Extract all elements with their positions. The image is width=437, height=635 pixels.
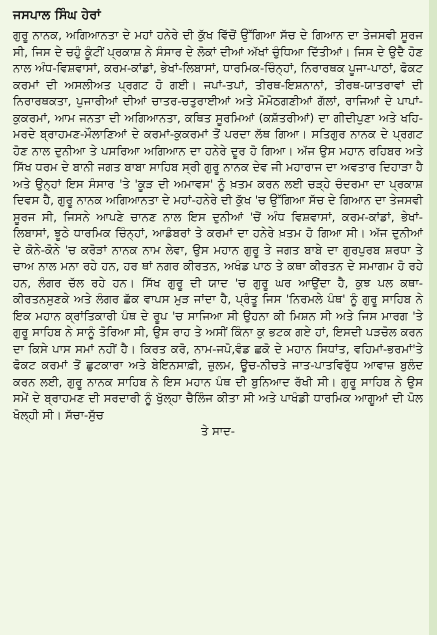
article-closing-line: ਤੇ ਸਾਦ- <box>200 424 235 438</box>
author-byline: ਜਸਪਾਲ ਸਿੰਘ ਹੇਰਾਂ <box>13 7 101 22</box>
page-edge-strip <box>429 0 437 635</box>
article-body <box>13 27 423 440</box>
article-paragraph: ਗੁਰੂ ਨਾਨਕ, ਅਗਿਆਨਤਾ ਦੇ ਮਹਾਂ ਹਨੇਰੇ ਦੀ ਕੁੱਖ ਵਿੱਚੋਂ ਉੱਗਿਆ ਸੱਚ ਦੇ ਗਿਆਨ ਦਾ ਤੇਜਸਵੀ ਸੂਰਜ ਸੀ, ਜਿਸ ਦੇ ਚਹੁੰ ਕੂੰਟੀਂ ਪ੍ਰਕਾਸ਼ ਨੇ ਸੰਸਾਰ ਦੇ ਲੋਕਾਂ ਦੀਆਂ ਅੱਖਾਂ ਚੁੰਧਿਆ ਦਿੱਤੀਆਂ। ਜਿਸ ਦੇ ਉਦੈ ਹੋਣ ਨਾਲ ਅੰਧ-ਵਿਸ਼ਵਾਸਾਂ, ਕਰਮ-ਕਾਂਡਾਂ, ਭੇਖਾਂ-ਲਿਬਾਸਾਂ, ਧਾਰਮਿਕ-ਚਿੰਨ੍ਹਾਂ, ਨਿਰਾਰਥਕ ਪੂਜਾ-ਪਾਠਾਂ, ਫੋਕਟ ਕਰਮਾਂ ਦੀ ਅਸਲੀਅਤ ਪ੍ਰਗਟ ਹੋ ਗਈ। ਜਪਾਂ-ਤਪਾਂ, ਤੀਰਥ-ਇਸ਼ਨਾਨਾਂ, ਤੀਰਥ-ਯਾਤਰਾਵਾਂ ਦੀ ਨਿਰਾਰਥਕਤਾ, ਪੁਜਾਰੀਆਂ ਦੀਆਂ ਚਾਤਰ-ਚਤੁਰਾਈਆਂ ਅਤੇ ਮੋਮੋਠਗਣੀਆਂ ਗੱਲਾਂ, ਰਾਜਿਆਂ ਦੇ ਪਾਪਾਂ-ਕੁਕਰਮਾਂ, ਆਮ ਜਨਤਾ ਦੀ ਅਗਿਆਨਤਾ, ਕਥਿਤ ਸੂਰਮਿਆਂ (ਕਸ਼ੱਤਰੀਆਂ) ਦਾ ਗੀਦੀਪੁਣਾ ਅਤੇ ਖਹਿ-ਮਰਦੇ ਬ੍ਰਾਹਮਣ-ਮੌਲਾਣਿਆਂ ਦੇ ਕਰਮਾਂ-ਕੁਕਰਮਾਂ ਤੋਂ ਪਰਦਾ ਲੱਥ ਗਿਆ। ਸਤਿਗੁਰ ਨਾਨਕ ਦੇ ਪ੍ਰਗਟ ਹੋਣ ਨਾਲ ਦੁਨੀਆ ਤੇ ਪਸਰਿਆ ਅਗਿਆਨ ਦਾ ਹਨੇਰੇ ਦੂਰ ਹੋ ਗਿਆ। ਅੱਜ ਉਸ ਮਹਾਨ ਰਹਿਬਰ ਅਤੇ ਸਿੱਖ ਧਰਮ ਦੇ ਬਾਨੀ ਜਗਤ ਬਾਬਾ ਸਾਹਿਬ ਸ੍ਰੀ ਗੁਰੂ ਨਾਨਕ ਦੇਵ ਜੀ ਮਹਾਰਾਜ ਦਾ ਅਵਤਾਰ ਦਿਹਾੜਾ ਹੈ ਅਤੇ ਉਨ੍ਹਾਂ ਇਸ ਸੰਸਾਰ 'ਤੇ 'ਕੂੜ ਦੀ ਅਮਾਵਸ' ਨੂੰ ਖ਼ਤਮ ਕਰਨ ਲਈ ਚੜ੍ਹੇ ਚੰਦਰਮਾ ਦਾ ਪ੍ਰਕਾਸ਼ ਦਿਵਸ ਹੈ, ਗੁਰੂ ਨਾਨਕ ਅਗਿਆਨਤਾ ਦੇ ਮਹਾਂ-ਹਨੇਰੇ ਦੀ ਕੁੱਖ 'ਚ ਉੱਗਿਆ ਸੱਚ ਦੇ ਗਿਆਨ ਦਾ ਤੇਜਸਵੀ ਸੂਰਜ ਸੀ, ਜਿਸਨੇ ਆਪਣੇ ਚਾਨਣ ਨਾਲ ਇਸ ਦੁਨੀਆਂ 'ਚੋਂ ਅੰਧ ਵਿਸ਼ਵਾਸਾਂ, ਕਰਮ-ਕਾਂਡਾਂ, ਭੇਖਾਂ-ਲਿਬਾਸਾਂ, ਝੂਠੇ ਧਾਰਮਿਕ ਚਿੰਨ੍ਹਾਂ, ਆਡੰਬਰਾਂ ਤੇ ਕਰਮਾਂ ਦਾ ਹਨੇਰੇ ਖ਼ਤਮ ਹੋ ਗਿਆ ਸੀ। ਅੱਜ ਦੁਨੀਆਂ ਦੇ ਕੋਨੇ-ਕੋਨੇ 'ਚ ਕਰੋੜਾਂ ਨਾਨਕ ਨਾਮ ਲੇਵਾ, ਉਸ ਮਹਾਨ ਗੁਰੂ ਤੇ ਜਗਤ ਬਾਬੇ ਦਾ ਗੁਰਪੁਰਬ ਸ਼ਰਧਾ ਤੇ ਚਾਅ ਨਾਲ ਮਨਾ ਰਹੇ ਹਨ, ਹਰ ਥਾਂ ਨਗਰ ਕੀਰਤਨ, ਅਖੰਡ ਪਾਠ ਤੇ ਕਥਾ ਕੀਰਤਨ ਦੇ ਸਮਾਗਮ ਹੋ ਰਹੇ ਹਨ, ਲੰਗਰ ਚੱਲ ਰਹੇ ਹਨ। ਸਿੱਖ ਗੁਰੂ ਦੀ ਯਾਦ 'ਚ ਗੁਰੂ ਘਰ ਆਉਂਦਾ ਹੈ, ਕੁਝ ਪਲ ਕਥਾ-ਕੀਰਤਨਸੁਣਕੇ ਅਤੇ ਲੰਗਰ ਛੱਕ ਵਾਪਸ ਮੁੜ ਜਾਂਦਾ ਹੈ, ਪ੍ਰੰਤੂ ਜਿਸ 'ਨਿਰਮਲੇ ਪੰਥ' ਨੂੰ ਗੁਰੂ ਸਾਹਿਬ ਨੇ ਇਕ ਮਹਾਨ ਕ੍ਰਾਂਤਿਕਾਰੀ ਪੰਥ ਦੇ ਰੂਪ 'ਚ ਸਾਜਿਆ ਸੀ ਉਹਨਾ ਕੀ ਮਿਸ਼ਨ ਸੀ ਅਤੇ ਜਿਸ ਮਾਰਗ 'ਤੇ ਗੁਰੂ ਸਾਹਿਬ ਨੇ ਸਾਨੂੰ ਤੋਰਿਆ ਸੀ, ਉਸ ਰਾਹ ਤੇ ਅਸੀਂ ਕਿੰਨਾ ਕੁ ਭਟਕ ਗਏ ਹਾਂ, ਇਸਦੀ ਪੜਚੋਲ ਕਰਨ ਦਾ ਕਿਸੇ ਪਾਸ ਸਮਾਂ ਨਹੀਂ ਹੈ। ਕਿਰਤ ਕਰੋ, ਨਾਮ-ਜਪੋ,ਵੰਡ ਛਕੋ ਦੇ ਮਹਾਨ ਸਿਧਾਂਤ, ਵਹਿਮਾਂ-ਭਰਮਾਂ'ਤੇ ਫੋਕਟ ਕਰਮਾਂ ਤੋਂ ਛੁਟਕਾਰਾ ਅਤੇ ਬੇਇਨਸਾਫ਼ੀ, ਜ਼ੁਲਮ, ਊਚ-ਨੀਚਤੇ ਜਾਤ-ਪਾਤਵਿਰੁੱਧ ਆਵਾਜ਼ ਬੁਲੰਦ ਕਰਨ ਲਈ, ਗੁਰੂ ਨਾਨਕ ਸਾਹਿਬ ਨੇ ਇਸ ਮਹਾਨ ਪੰਥ ਦੀ ਬੁਨਿਆਦ ਰੱਖੀ ਸੀ। ਗੁਰੂ ਸਾਹਿਬ ਨੇ ਉਸ ਸਮੇਂ ਦੇ ਬ੍ਰਾਹਮਣ ਦੀ ਸਰਦਾਰੀ ਨੂੰ ਖੁੱਲ੍ਹਾ ਚੈਲਿੰਜ ਕੀਤਾ ਸੀ ਅਤੇ ਪਾਖੰਡੀ ਧਾਰਮਿਕ ਆਗੂਆਂ ਦੀ ਪੋਲ ਖੋਲ੍ਹੀ ਸੀ। ਸੱਚਾ-ਸੁੱਚ <box>13 28 423 422</box>
